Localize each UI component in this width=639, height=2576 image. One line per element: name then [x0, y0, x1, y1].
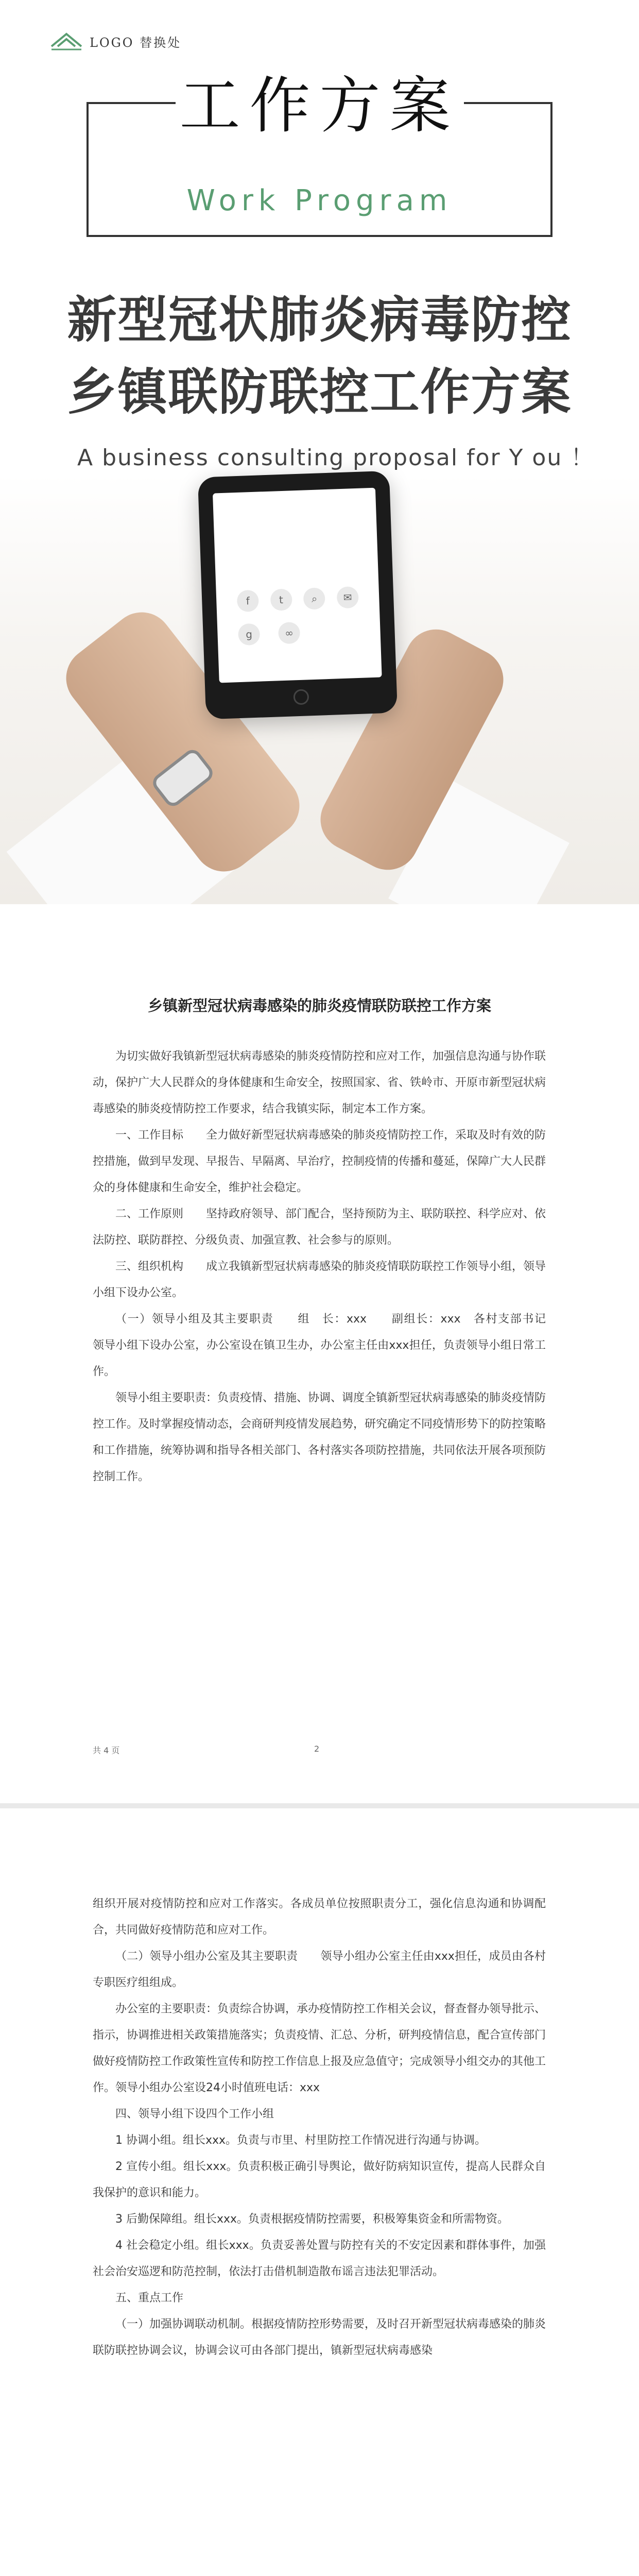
paragraph: 为切实做好我镇新型冠状病毒感染的肺炎疫情防控和应对工作，加强信息沟通与协作联动，保护广大人民群众的身体健康和生命安全，按照国家、省、铁岭市、开原市新型冠状病毒感染的肺炎疫情防控工作要求，结合我镇实际，制定本工作方案。: [93, 1050, 546, 1115]
title-cn: 工作方案: [176, 75, 464, 136]
page-number: 2: [314, 1744, 320, 1754]
paragraph: 1 协调小组。组长xxx。负责与市里、村里防控工作情况进行沟通与协调。: [115, 2134, 487, 2147]
facebook-icon: f: [237, 590, 259, 612]
link-icon: ∞: [278, 622, 300, 644]
tablet: [198, 471, 398, 720]
paragraph: 五、重点工作: [115, 2292, 184, 2304]
paragraph: 领导小组主要职责：负责疫情、措施、协调、调度全镇新型冠状病毒感染的肺炎疫情防控工作。及时掌握疫情动态，会商研判疫情发展趋势，研究确定不同疫情形势下的防控策略和工作措施，统筹协调和指导各相关部门、各村落实各项防控措施，共同依法开展各项预防控制工作。: [93, 1392, 546, 1483]
title-box: [87, 70, 552, 237]
logo-text: LOGO 替换处: [90, 35, 182, 50]
paragraph: 2 宣传小组。组长xxx。负责积极正确引导舆论，做好防病知识宣传，提高人民群众自我保护的意识和能力。: [93, 2160, 546, 2199]
paragraph: 3 后勤保障组。组长xxx。负责根据疫情防控需要，积极筹集资金和所需物资。: [115, 2213, 509, 2226]
google-plus-icon: g: [238, 623, 260, 646]
paragraph: 组织开展对疫情防控和应对工作落实。各成员单位按照职责分工，强化信息沟通和协调配合，共同做好疫情防范和应对工作。: [93, 1897, 546, 1937]
document-page-1: [0, 904, 639, 1803]
title-en: Work Program: [186, 184, 453, 217]
headline-line-1: 新型冠状肺炎病毒防控: [67, 291, 572, 349]
tablet-icon-row-2: [238, 621, 308, 646]
page-2-body: [93, 1891, 546, 2364]
headline-line-2: 乡镇联防联控工作方案: [67, 363, 572, 421]
total-pages: 共 4 页: [93, 1745, 120, 1755]
logo-chevron-icon: [50, 31, 82, 52]
paragraph: 办公室的主要职责：负责综合协调，承办疫情防控工作相关会议，督查督办领导批示、指示，协调推进相关政策措施落实；负责疫情、汇总、分析，研判疫情信息，配合宣传部门做好疫情防控工作政策性宣传和防控工作信息上报及应急值守；完成领导小组交办的其他工作。领导小组办公室设24小时值班电话：xxx: [93, 2003, 546, 2094]
search-icon: ⌕: [303, 587, 325, 609]
document-page-2: [0, 1808, 639, 2576]
cover-subtitle: A business consulting proposal for Y ou ！: [77, 445, 595, 471]
logo: [50, 31, 181, 52]
paragraph: 一、工作目标 全力做好新型冠状病毒感染的肺炎疫情防控工作，采取及时有效的防控措施，做到早发现、早报告、早隔离、早治疗，控制疫情的传播和蔓延，保障广大人民群众的身体健康和生命安全，维护社会稳定。: [93, 1129, 546, 1194]
twitter-icon: t: [270, 588, 292, 611]
tablet-home-button: [293, 689, 309, 705]
tablet-screen: [213, 488, 382, 683]
paragraph: （一）加强协调联动机制。根据疫情防控形势需要，及时召开新型冠状病毒感染的肺炎联防联控协调会议，协调会议可由各部门提出，镇新型冠状病毒感染: [93, 2318, 546, 2357]
cover-page: [0, 0, 639, 904]
document-title: 乡镇新型冠状病毒感染的肺炎疫情联防联控工作方案: [147, 997, 491, 1014]
tablet-icon-row: [237, 586, 359, 612]
page-1-body: [93, 1043, 569, 1490]
paragraph: 四、领导小组下设四个工作小组: [115, 2108, 274, 2121]
paragraph: （一）领导小组及其主要职责 组 长：xxx 副组长：xxx 各村支部书记 领导小组下设办公室，办公室设在镇卫生办，办公室主任由xxx担任，负责领导小组日常工作。: [93, 1313, 569, 1378]
paragraph: 4 社会稳定小组。组长xxx。负责妥善处置与防控有关的不安定因素和群体事件，加强社会治安巡逻和防范控制，依法打击借机制造散布谣言违法犯罪活动。: [93, 2239, 546, 2278]
cover-photo: [0, 474, 639, 904]
share-icon: ✉: [336, 586, 358, 608]
paragraph: （二）领导小组办公室及其主要职责 领导小组办公室主任由xxx担任，成员由各村专职医疗组组成。: [93, 1950, 546, 1989]
paragraph: 二、工作原则 坚持政府领导、部门配合，坚持预防为主、联防联控、科学应对、依法防控、联防群控、分级负责、加强宣教、社会参与的原则。: [93, 1208, 546, 1247]
paragraph: 三、组织机构 成立我镇新型冠状病毒感染的肺炎疫情联防联控工作领导小组，领导小组下设办公室。: [93, 1260, 546, 1299]
